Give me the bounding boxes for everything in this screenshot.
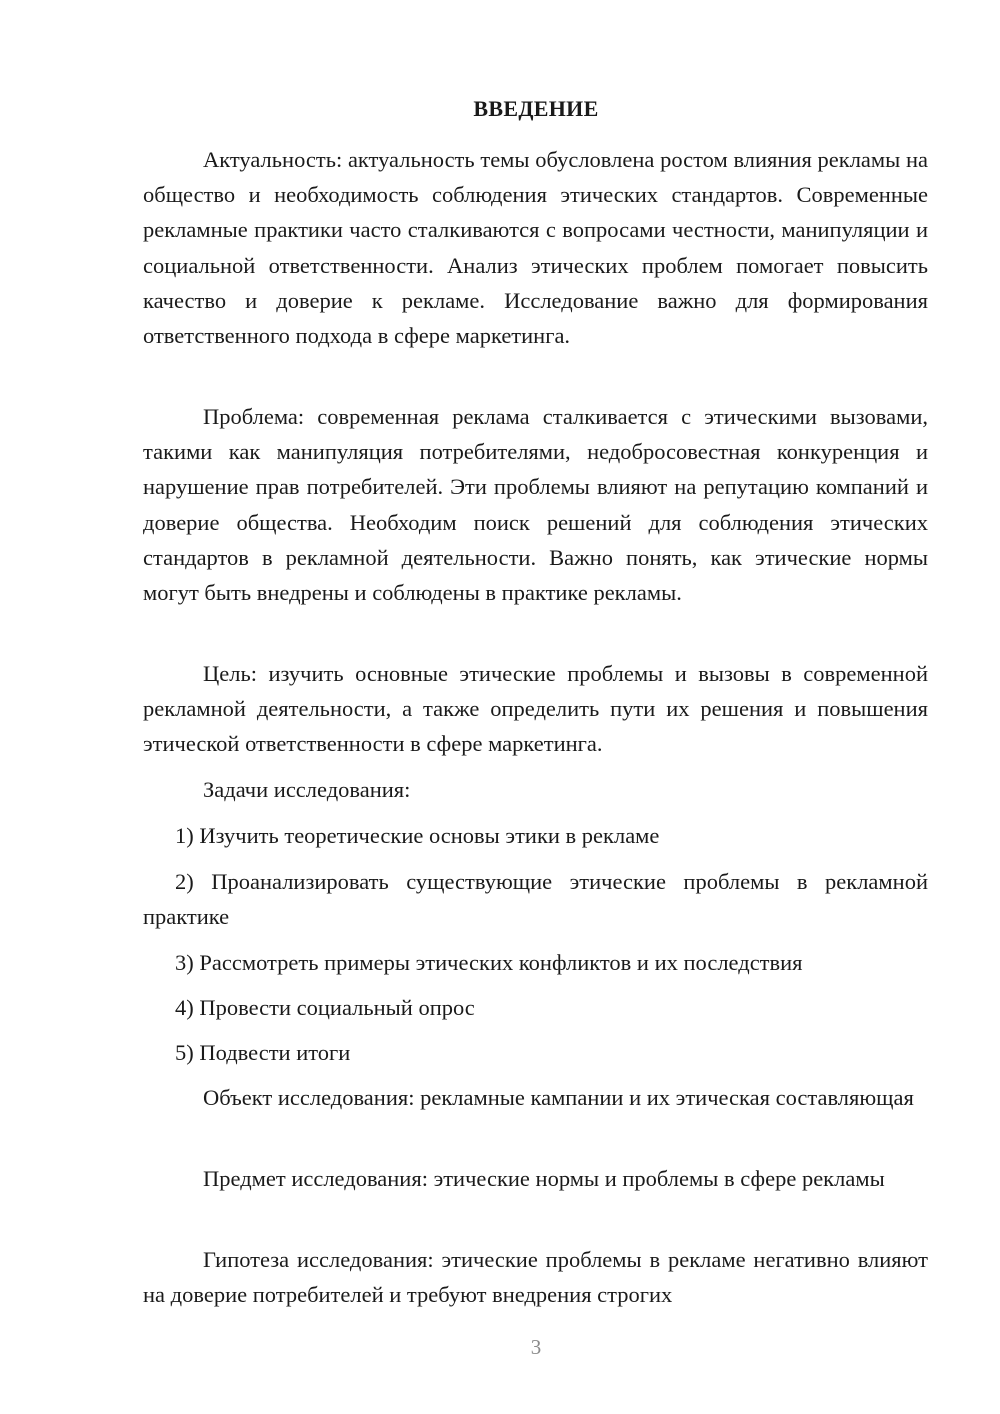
paragraph-hypothesis: Гипотеза исследования: этические проблемы в рекламе негативно влияют на доверие потребителей и требуют внедрения строгих <box>143 1247 928 1308</box>
task-item-1: 1) Изучить теоретические основы этики в рекламе <box>175 823 660 848</box>
page-number: 3 <box>530 1335 542 1359</box>
task-item-5: 5) Подвести итоги <box>175 1040 351 1065</box>
task-item-4: 4) Провести социальный опрос <box>175 995 475 1020</box>
task-item-3: 3) Рассмотреть примеры этических конфликтов и их последствия <box>175 950 803 975</box>
paragraph-problem: Проблема: современная реклама сталкивается с этическими вызовами, такими как манипуляция потребителями, недобросовестная конкуренция и нарушение прав потребителей. Эти проблемы влияют на репутацию компаний и доверие общества. Необходим поиск решений для соблюдения этических стандартов в рекламной деятельности. Важно понять, как этические нормы могут быть внедрены и соблюдены в практике рекламы. <box>143 404 928 606</box>
paragraph-subject: Предмет исследования: этические нормы и проблемы в сфере рекламы <box>203 1166 885 1191</box>
paragraph-goal: Цель: изучить основные этические проблемы и вызовы в современной рекламной деятельности, а также определить пути их решения и повышения этической ответственности в сфере маркетинга. <box>143 661 928 757</box>
section-title: ВВЕДЕНИЕ <box>473 96 599 121</box>
task-item-2: 2) Проанализировать существующие этические проблемы в рекламной практике <box>143 869 928 930</box>
paragraph-object: Объект исследования: рекламные кампании и их этическая составляющая <box>203 1085 914 1110</box>
paragraph-relevance: Актуальность: актуальность темы обусловлена ростом влияния рекламы на общество и необходимость соблюдения этических стандартов. Современные рекламные практики часто сталкиваются с вопросами честности, манипуляции и социальной ответственности. Анализ этических проблем помогает повысить качество и доверие к рекламе. Исследование важно для формирования ответственного подхода в сфере маркетинга. <box>143 147 928 349</box>
tasks-heading: Задачи исследования: <box>203 777 411 802</box>
